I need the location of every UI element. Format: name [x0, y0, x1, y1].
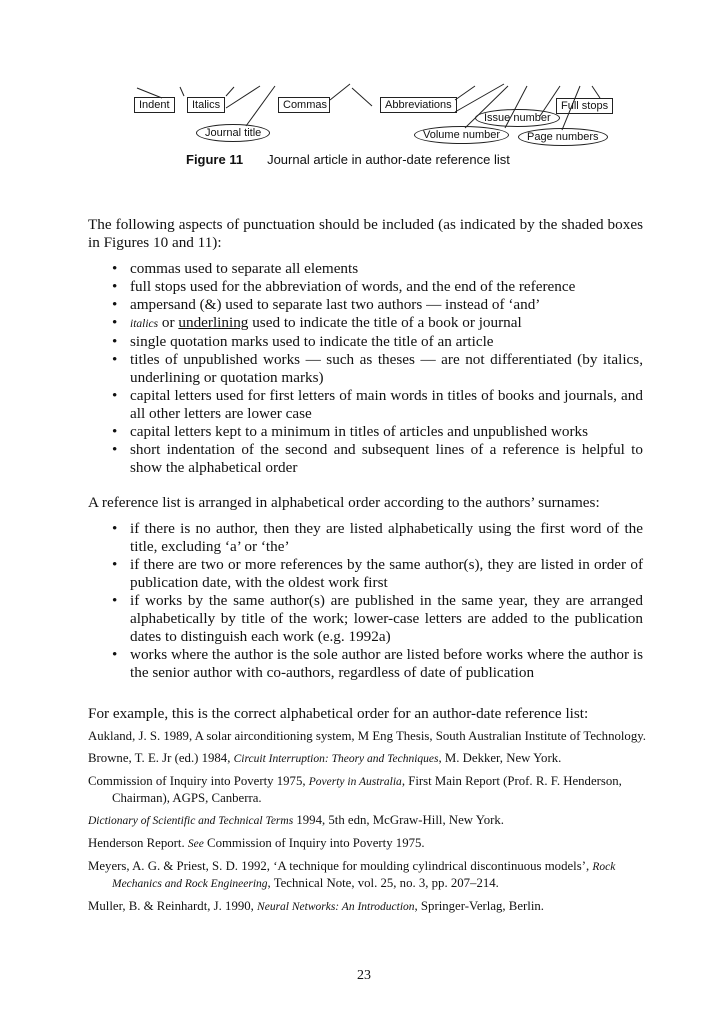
indent-label: Indent: [134, 97, 175, 113]
list-item: • short indentation of the second and subsequent lines of a reference is helpful to show the alphabetical order: [108, 441, 643, 477]
list-item: • single quotation marks used to indicate the title of an article: [108, 333, 643, 351]
reference-entry: [88, 835, 648, 852]
list-item: • ampersand (&) used to separate last two authors — instead of ‘and’: [108, 296, 643, 314]
ref-text: Commission of Inquiry into Poverty 1975.: [203, 836, 425, 850]
commas-label: Commas: [278, 97, 330, 113]
ref-see: See: [187, 838, 204, 850]
example-intro: For example, this is the correct alphabetical order for an author-date reference list:: [88, 705, 589, 722]
ref-title: Dictionary of Scientific and Technical Terms: [88, 815, 294, 827]
reference-list: [88, 728, 648, 921]
reference-entry: [88, 898, 648, 915]
list-item: • if there are two or more references by the same author(s), they are listed in order of publication date, with the oldest work first: [108, 556, 643, 592]
ref-text: , Technical Note, vol. 25, no. 3, pp. 207–214.: [267, 876, 499, 890]
list-item-rest: used to indicate the title of a book or journal: [248, 314, 522, 331]
volume-number-label: Volume number: [414, 126, 509, 144]
ref-text: 1994, 5th edn, McGraw-Hill, New York.: [293, 813, 504, 827]
journal-title-label: Journal title: [196, 124, 270, 142]
figure-number: Figure 11: [186, 152, 244, 167]
reference-entry: [88, 812, 648, 829]
list-item: • commas used to separate all elements: [108, 260, 643, 278]
list-item: • works where the author is the sole author are listed before works where the author is the senior author with co-authors, regardless of date of publication: [108, 646, 643, 682]
ref-text: , First Main Report (Prof. R. F. Henderson, Chairman), AGPS, Canberra.: [112, 774, 622, 805]
ref-text: , M. Dekker, New York.: [438, 751, 562, 765]
italics-word: italics: [130, 318, 159, 330]
list-item: [108, 314, 643, 333]
or-text: or: [158, 314, 179, 331]
pointer-lines: [0, 0, 728, 160]
abbreviations-label: Abbreviations: [380, 97, 457, 113]
ref-text: , Springer-Verlag, Berlin.: [414, 899, 544, 913]
ordering-list: [108, 520, 643, 682]
list-item: • titles of unpublished works — such as theses — are not differentiated (by italics, underlining or quotation marks): [108, 351, 643, 387]
list-item: • capital letters kept to a minimum in titles of articles and unpublished works: [108, 423, 643, 441]
reference-entry: [88, 858, 648, 892]
ref-title: Neural Networks: An Introduction: [257, 901, 415, 913]
punctuation-intro: The following aspects of punctuation should be included (as indicated by the shaded boxes in Figures 10 and 11):: [88, 216, 643, 251]
issue-number-label: Issue number: [475, 109, 560, 127]
reference-entry: [88, 773, 648, 806]
figure-title: Journal article in author-date reference list: [267, 152, 510, 167]
figure-caption: [186, 152, 510, 167]
ref-text: Meyers, A. G. & Priest, S. D. 1992, ‘A technique for moulding cylindrical discontinuous models’,: [88, 859, 593, 873]
ref-title: Circuit Interruption: Theory and Techniques: [233, 753, 439, 765]
list-item: • if there is no author, then they are listed alphabetically using the first word of the title, excluding ‘a’ or ‘the’: [108, 520, 643, 556]
ref-text: Commission of Inquiry into Poverty 1975,: [88, 774, 309, 788]
ref-title: Poverty in Australia: [308, 776, 402, 788]
reference-entry: [88, 750, 648, 767]
underlining-word: underlining: [178, 314, 249, 331]
list-item: • capital letters used for first letters of main words in titles of books and journals, and all other letters are lower case: [108, 387, 643, 423]
full-stops-label: Full stops: [556, 98, 613, 114]
ref-title: Rock Mechanics and Rock Engineering: [112, 861, 616, 890]
punctuation-list: [108, 260, 643, 477]
italics-label: Italics: [187, 97, 225, 113]
ref-text: Muller, B. & Reinhardt, J. 1990,: [88, 899, 258, 913]
list-item: • full stops used for the abbreviation of words, and the end of the reference: [108, 278, 643, 296]
page-number: 23: [357, 968, 371, 983]
reference-entry: Aukland, J. S. 1989, A solar airconditioning system, M Eng Thesis, South Australian Institute of Technology.: [88, 729, 646, 743]
ordering-intro: A reference list is arranged in alphabetical order according to the authors’ surnames:: [88, 494, 600, 511]
ref-text: Henderson Report.: [88, 836, 188, 850]
page-numbers-label: Page numbers: [518, 128, 608, 146]
list-item: • if works by the same author(s) are published in the same year, they are arranged alphabetically by title of the work; lower-case letters are added to the publication dates to distinguish each work (e.g. 1992a): [108, 592, 643, 646]
ref-text: Browne, T. E. Jr (ed.) 1984,: [88, 751, 234, 765]
